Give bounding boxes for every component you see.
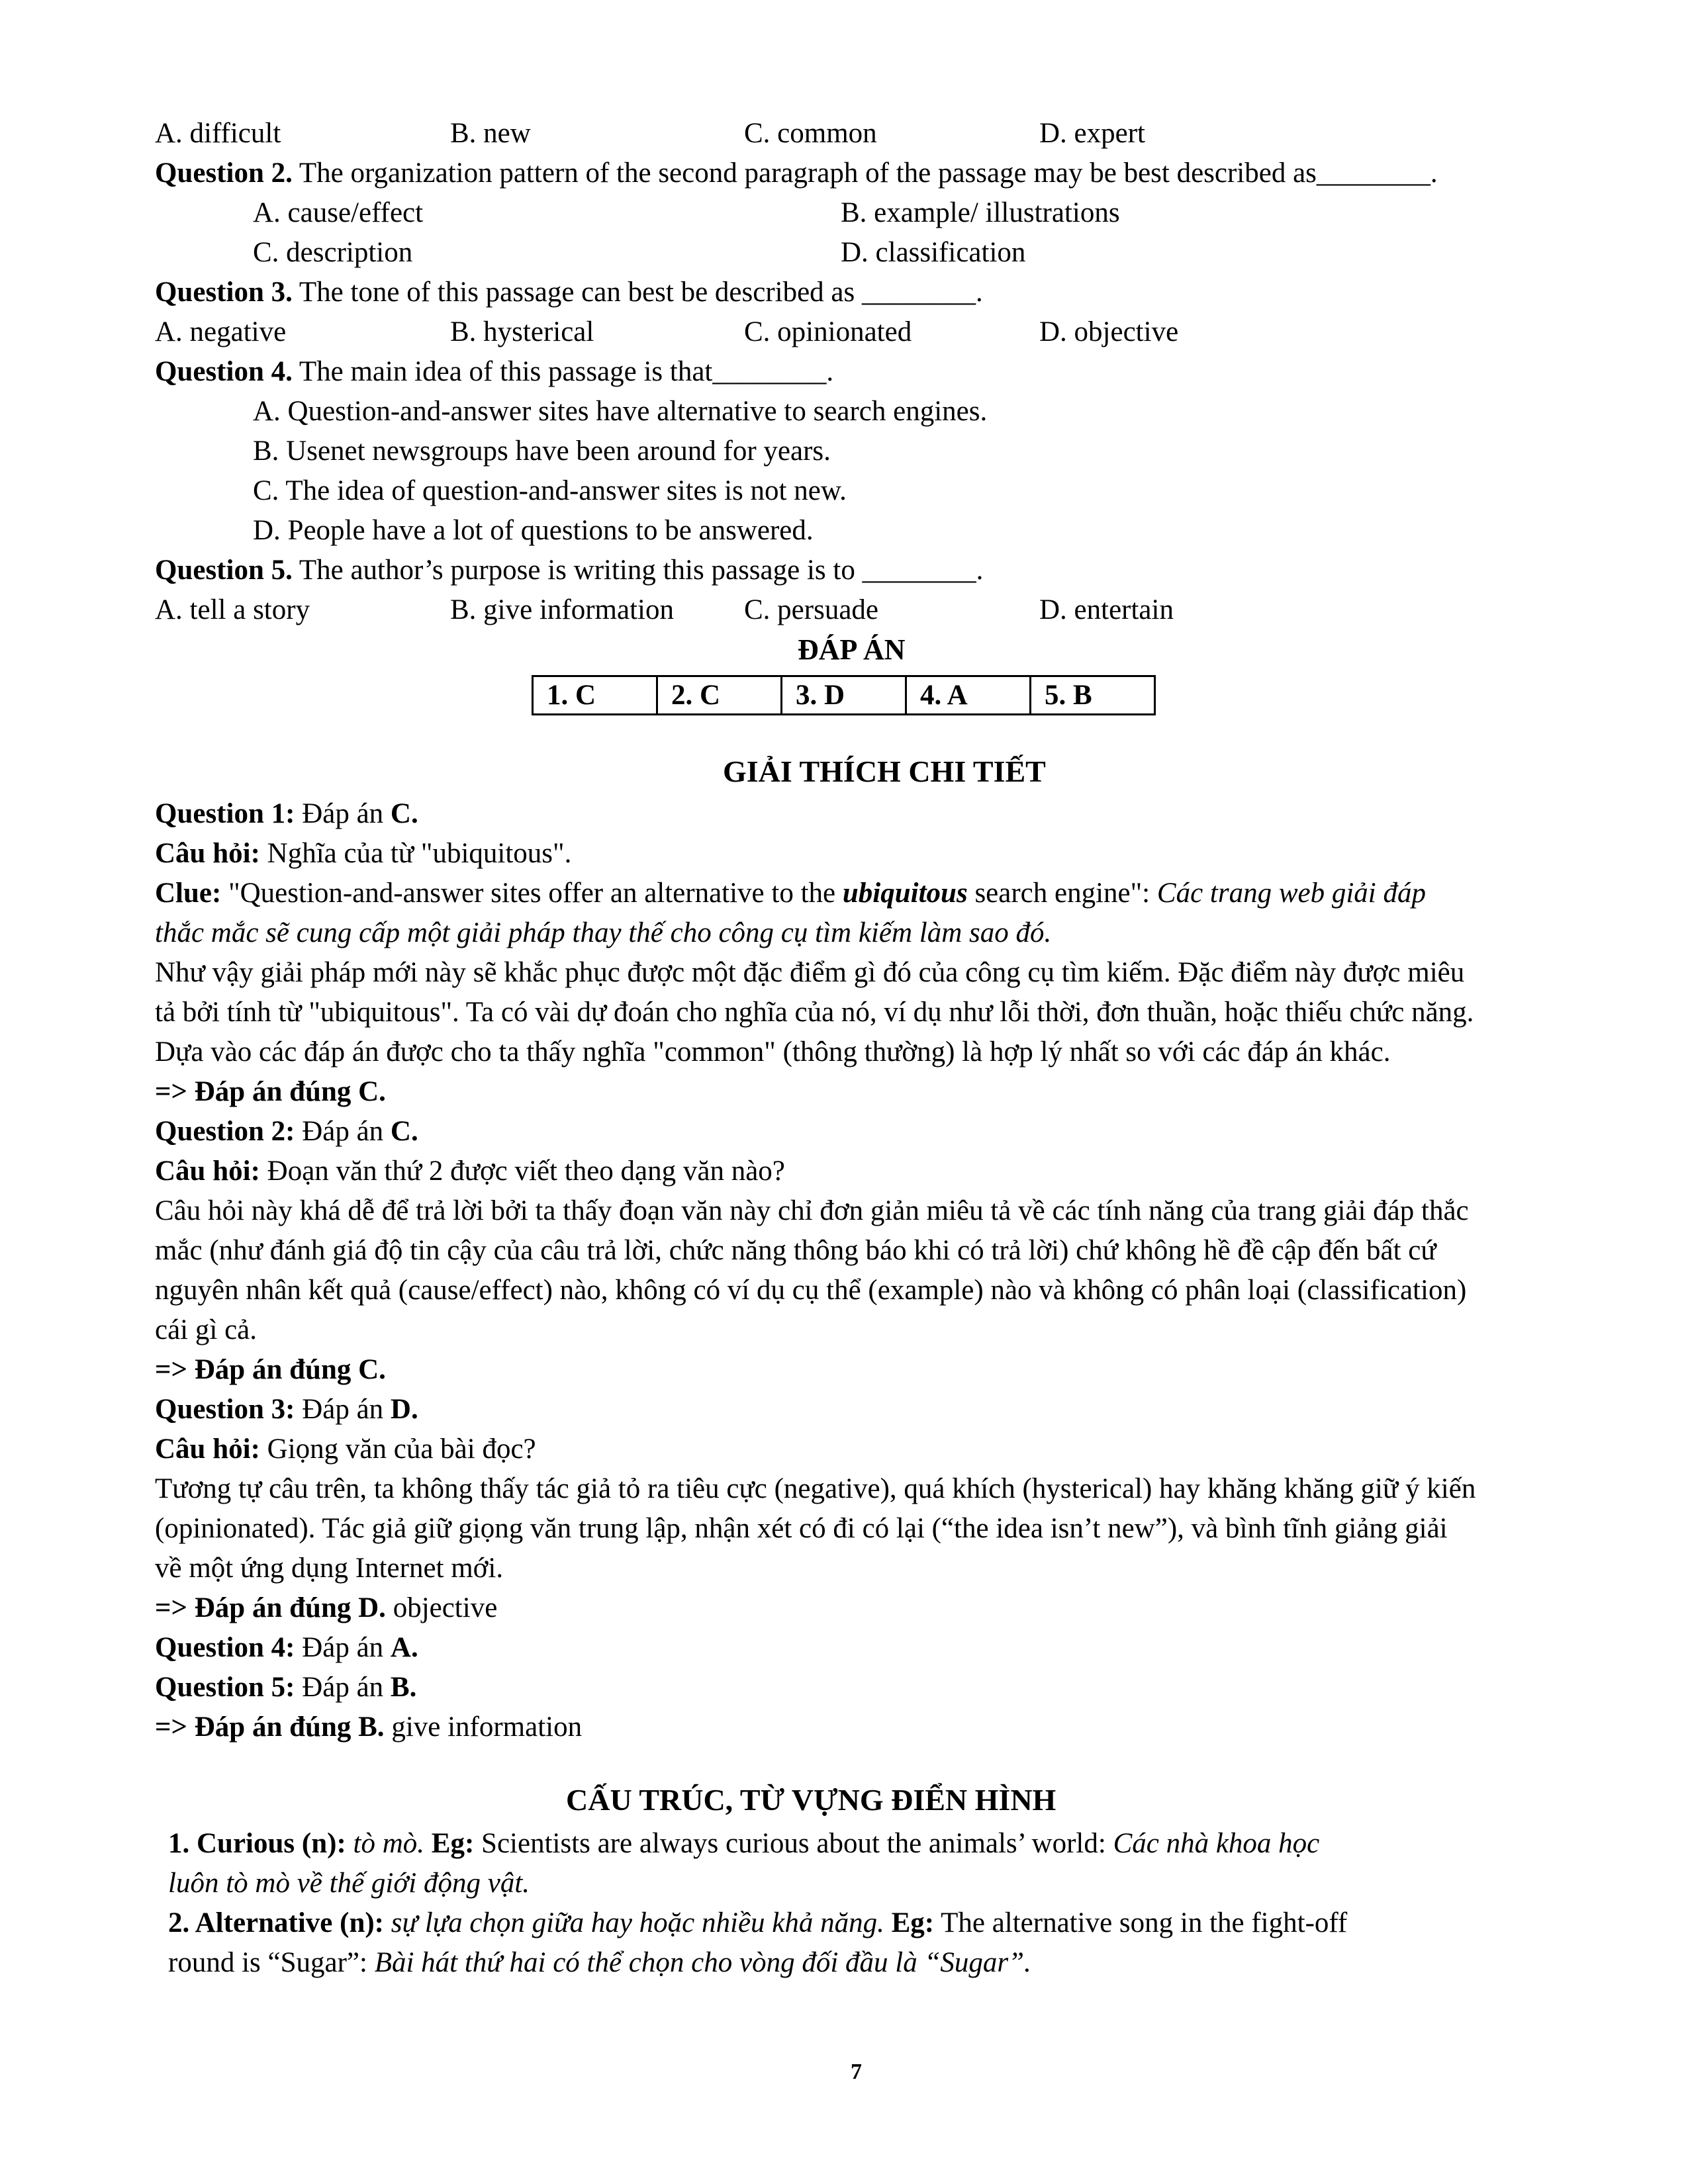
vocab-item-2: 2. Alternative (n): sự lựa chọn giữa hay hoặc nhiều khả năng. Eg: The alternative song in the fight-off: [168, 1907, 1348, 1938]
question-2-stem: Question 2. The organization pattern of the second paragraph of the passage may be best described as________.: [155, 158, 1438, 189]
option-a: A. cause/effect: [253, 197, 424, 228]
explain-q3-result: => Đáp án đúng D. objective: [155, 1592, 498, 1623]
option-d: D. expert: [1039, 118, 1145, 149]
question-3-stem: Question 3. The tone of this passage can best be described as ________.: [155, 277, 983, 308]
option-b: B. new: [450, 118, 531, 149]
answer-cell: 1. C: [533, 676, 657, 715]
option-c: C. opinionated: [744, 316, 912, 347]
option-c: C. description: [253, 237, 413, 268]
answer-key-title: ĐÁP ÁN: [798, 633, 906, 666]
vocab-item-2-cont: round is “Sugar”: Bài hát thứ hai có thể chọn cho vòng đối đầu là “Sugar”.: [168, 1947, 1031, 1978]
option-a: A. negative: [155, 316, 287, 347]
question-4-option-c: C. The idea of question-and-answer sites is not new.: [253, 475, 847, 506]
question-5-stem: Question 5. The author’s purpose is writing this passage is to ________.: [155, 555, 984, 586]
explain-q1-para-line: tả bởi tính từ "ubiquitous". Ta có vài dự đoán cho nghĩa của nó, ví dụ như lỗi thời, đơn thuần, hoặc thiếu chức năng.: [155, 997, 1474, 1028]
explain-q3-para-line: (opinionated). Tác giả giữ giọng văn trung lập, nhận xét có đi có lại (“the idea isn’t new”), và bình tĩnh giảng giải: [155, 1513, 1448, 1544]
explain-q2-heading: Question 2: Đáp án C.: [155, 1116, 418, 1147]
option-c: C. common: [744, 118, 877, 149]
explain-q1-clue-cont: thắc mắc sẽ cung cấp một giải pháp thay thế cho công cụ tìm kiếm làm sao đó.: [155, 917, 1052, 948]
answer-cell: 4. A: [906, 676, 1031, 715]
option-a: A. difficult: [155, 118, 281, 149]
explain-q2-para-line: cái gì cả.: [155, 1314, 257, 1345]
explanation-title: GIẢI THÍCH CHI TIẾT: [723, 754, 1046, 788]
explain-q2-question: Câu hỏi: Đoạn văn thứ 2 được viết theo dạng văn nào?: [155, 1156, 785, 1187]
explain-q2-para-line: Câu hỏi này khá dễ để trả lời bởi ta thấy đoạn văn này chỉ đơn giản miêu tả về các tính năng của trang giải đáp thắc: [155, 1195, 1469, 1226]
question-4-option-b: B. Usenet newsgroups have been around for years.: [253, 435, 831, 467]
option-d: D. objective: [1039, 316, 1179, 347]
explain-q3-para-line: về một ứng dụng Internet mới.: [155, 1553, 504, 1584]
answer-cell: 2. C: [657, 676, 782, 715]
explain-q1-clue: Clue: "Question-and-answer sites offer an alternative to the ubiquitous search engine": Các trang web giải đáp: [155, 878, 1426, 909]
explain-q1-result: => Đáp án đúng C.: [155, 1076, 386, 1107]
vocab-title: CẤU TRÚC, TỪ VỰNG ĐIỂN HÌNH: [566, 1783, 1056, 1817]
option-a: A. tell a story: [155, 594, 310, 625]
option-b: B. hysterical: [450, 316, 594, 347]
answer-cell: 3. D: [782, 676, 906, 715]
answer-cell: 5. B: [1031, 676, 1155, 715]
explain-q3-heading: Question 3: Đáp án D.: [155, 1394, 418, 1425]
option-b: B. give information: [450, 594, 674, 625]
explain-q3-para-line: Tương tự câu trên, ta không thấy tác giả tỏ ra tiêu cực (negative), quá khích (hysterical) hay khăng khăng giữ ý kiến: [155, 1473, 1476, 1504]
explain-q5-result: => Đáp án đúng B. give information: [155, 1711, 583, 1743]
question-4-stem: Question 4. The main idea of this passage is that________.: [155, 356, 834, 387]
question-4-option-a: A. Question-and-answer sites have alternative to search engines.: [253, 396, 988, 427]
explain-q4-heading: Question 4: Đáp án A.: [155, 1632, 418, 1663]
explain-q2-result: => Đáp án đúng C.: [155, 1354, 386, 1385]
option-d: D. classification: [841, 237, 1026, 268]
explain-q3-question: Câu hỏi: Giọng văn của bài đọc?: [155, 1433, 536, 1465]
explain-q1-heading: Question 1: Đáp án C.: [155, 798, 418, 829]
explain-q1-question: Câu hỏi: Nghĩa của từ "ubiquitous".: [155, 838, 572, 869]
explain-q2-para-line: mắc (như đánh giá độ tin cậy của câu trả lời, chức năng thông báo khi có trả lời) chứ không hề đề cập đến bất cứ: [155, 1235, 1436, 1266]
explain-q1-para-line: Dựa vào các đáp án được cho ta thấy nghĩa "common" (thông thường) là hợp lý nhất so với các đáp án khác.: [155, 1036, 1391, 1068]
option-c: C. persuade: [744, 594, 878, 625]
option-b: B. example/ illustrations: [841, 197, 1120, 228]
explain-q1-para-line: Như vậy giải pháp mới này sẽ khắc phục được một đặc điểm gì đó của công cụ tìm kiếm. Đặc điểm này được miêu: [155, 957, 1465, 988]
option-d: D. entertain: [1039, 594, 1174, 625]
explain-q2-para-line: nguyên nhân kết quả (cause/effect) nào, không có ví dụ cụ thể (example) nào và không có phân loại (classification): [155, 1275, 1467, 1306]
vocab-item-1-cont: luôn tò mò về thế giới động vật.: [168, 1868, 530, 1899]
answer-key-table: [532, 675, 1156, 715]
vocab-item-1: 1. Curious (n): tò mò. Eg: Scientists are always curious about the animals’ world: Các nhà khoa học: [168, 1828, 1320, 1859]
page-number: 7: [851, 2060, 862, 2084]
question-4-option-d: D. People have a lot of questions to be answered.: [253, 515, 814, 546]
explain-q5-heading: Question 5: Đáp án B.: [155, 1672, 417, 1703]
